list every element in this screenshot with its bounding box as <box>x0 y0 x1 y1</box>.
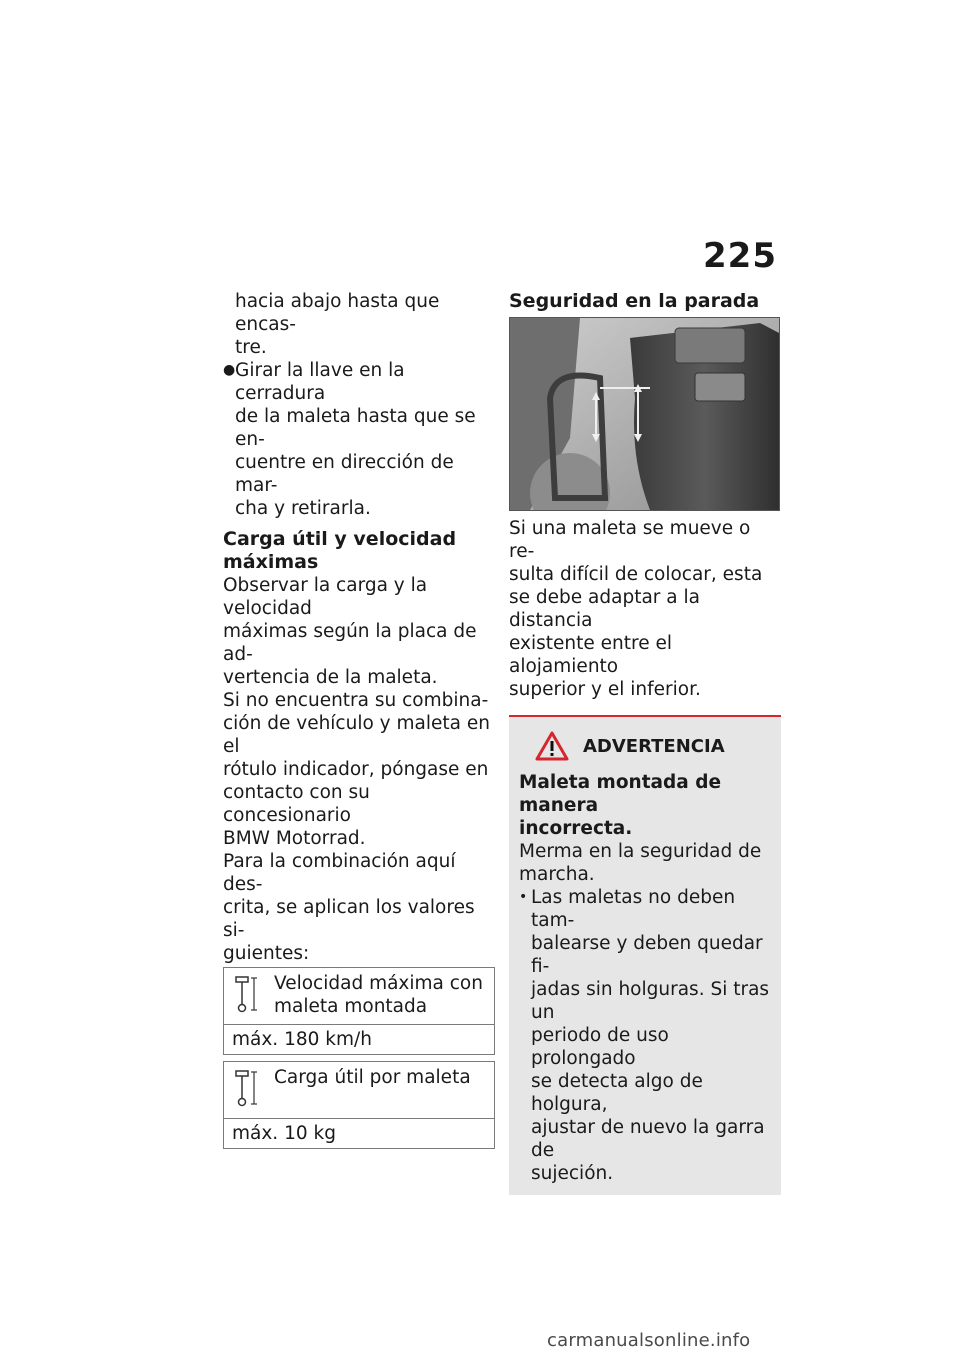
section-heading-load-speed <box>223 528 495 574</box>
spec-table-payload <box>223 1061 495 1149</box>
caption <box>509 517 781 701</box>
text-line: de la maleta hasta que se en- <box>235 406 476 450</box>
text-line: ajustar de nuevo la garra de <box>531 1117 765 1161</box>
text-line: Si una maleta se mueve o re- <box>509 518 751 562</box>
heading-line: máximas <box>223 551 319 573</box>
spec-value: máx. 10 kg <box>232 1123 336 1144</box>
warning-title-text: ADVERTENCIA <box>583 735 725 757</box>
text-line: maleta montada <box>274 996 428 1017</box>
text-line: Girar la llave en la cerradura <box>235 360 405 404</box>
warning-text <box>519 840 773 886</box>
text-line: ción de vehículo y maleta en el <box>223 713 490 757</box>
left-column <box>223 290 495 1149</box>
bullet-dot-icon: ● <box>223 362 236 378</box>
text-line: Observar la carga y la velocidad <box>223 575 428 619</box>
paragraph-combination <box>223 850 495 965</box>
warning-subtitle <box>519 771 773 840</box>
paragraph-observe <box>223 574 495 689</box>
text-line: máximas según la placa de ad- <box>223 621 477 665</box>
text-line: periodo de uso prolongado <box>531 1025 669 1069</box>
text-line: contacto con su concesionario <box>223 782 370 826</box>
section-heading-safety: Seguridad en la parada <box>509 290 760 312</box>
text-line: vertencia de la maleta. <box>223 667 438 688</box>
text-line: se debe adaptar a la distancia <box>509 587 700 631</box>
suitcase-mount-photo <box>509 317 780 511</box>
bullet-dot-icon: • <box>519 889 528 905</box>
text-line: sujeción. <box>531 1163 614 1184</box>
warning-title <box>535 731 773 761</box>
text-line: marcha. <box>519 864 595 885</box>
spec-value: máx. 180 km/h <box>232 1029 372 1050</box>
text-line: cha y retirarla. <box>235 498 371 519</box>
text-line: Carga útil por maleta <box>274 1067 471 1088</box>
suitcase-load-icon <box>234 972 274 1020</box>
watermark-footer: carmanualsonline.info <box>547 1330 751 1351</box>
text-line: BMW Motorrad. <box>223 828 366 849</box>
text-line: balearse y deben quedar fi- <box>531 933 763 977</box>
text-line: incorrecta. <box>519 818 633 839</box>
paragraph-dealer <box>223 689 495 850</box>
text-line: sulta difícil de colocar, esta <box>509 564 763 585</box>
right-column <box>509 290 781 1195</box>
heading-line: Carga útil y velocidad <box>223 528 457 550</box>
spec-header <box>224 1062 494 1119</box>
text-line: superior y el inferior. <box>509 679 701 700</box>
text-line: tre. <box>235 337 267 358</box>
text-line: hacia abajo hasta que encas- <box>235 291 440 335</box>
text-line: Para la combinación aquí des- <box>223 851 456 895</box>
text-line: guientes: <box>223 943 310 964</box>
text-line: existente entre el alojamiento <box>509 633 673 677</box>
text-line: rótulo indicador, póngase en <box>223 759 489 780</box>
spec-label <box>274 972 494 1020</box>
continued-text <box>223 290 495 359</box>
text-line: cuentre en dirección de mar- <box>235 452 454 496</box>
suitcase-load-icon <box>234 1066 274 1114</box>
text-line: Las maletas no deben tam- <box>531 887 736 931</box>
warning-bullet <box>519 886 773 1185</box>
warning-box <box>509 715 781 1195</box>
text-line: Velocidad máxima con <box>274 973 483 994</box>
bullet-item <box>223 359 495 520</box>
text-line: se detecta algo de holgura, <box>531 1071 703 1115</box>
text-line: crita, se aplican los valores si- <box>223 897 475 941</box>
spec-header <box>224 968 494 1025</box>
text-line: jadas sin holguras. Si tras un <box>531 979 770 1023</box>
text-line: Maleta montada de manera <box>519 772 721 816</box>
spec-label <box>274 1066 494 1114</box>
page-number: 225 <box>703 236 777 276</box>
text-line: Merma en la seguridad de <box>519 841 762 862</box>
warning-triangle-icon <box>535 731 569 761</box>
text-line: Si no encuentra su combina- <box>223 690 489 711</box>
spec-table-max-speed <box>223 967 495 1055</box>
